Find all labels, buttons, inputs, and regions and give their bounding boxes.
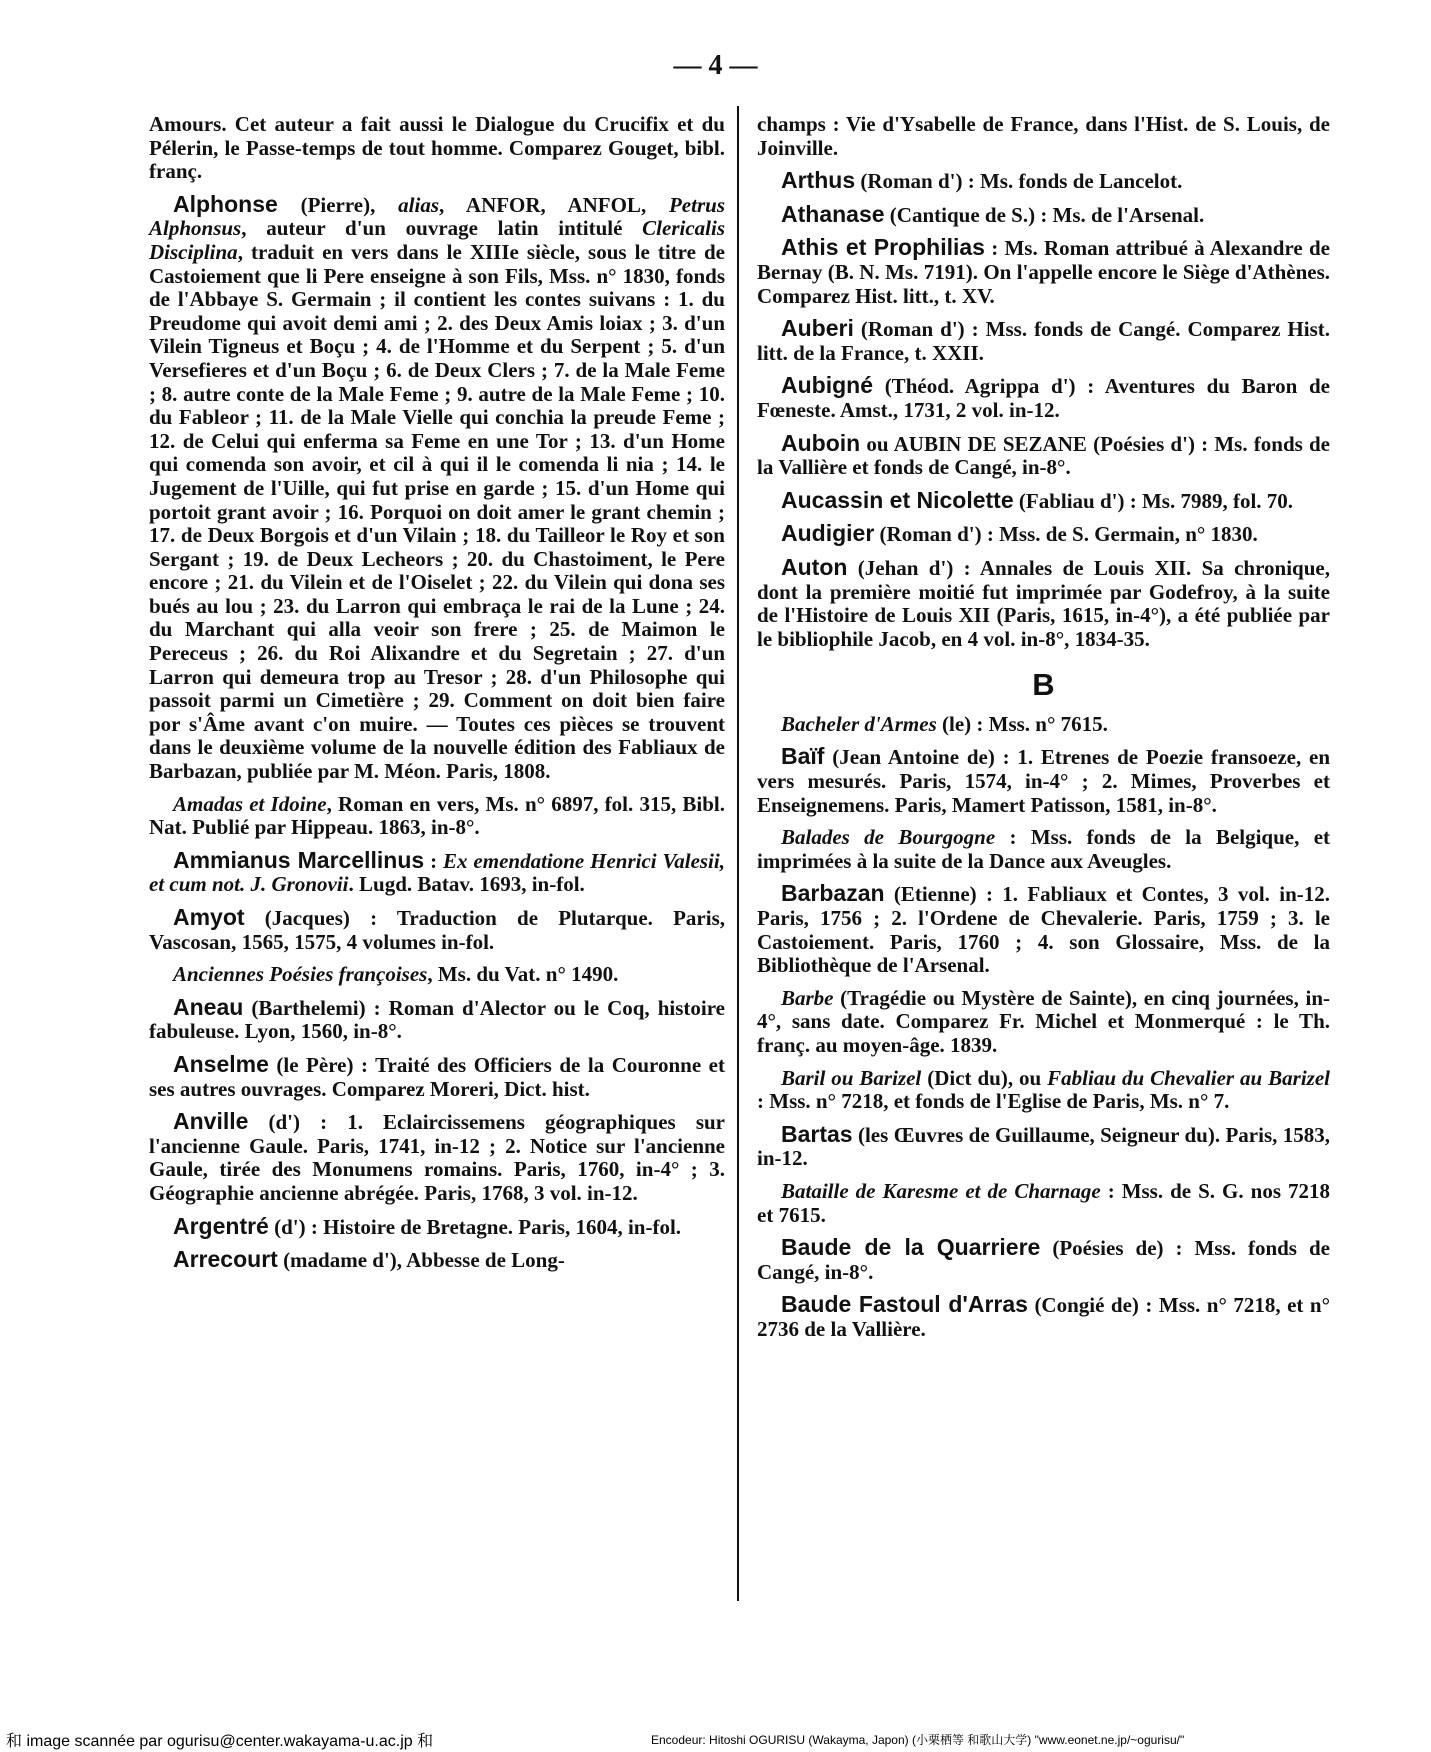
bibliography-entry: [757, 826, 1330, 873]
entry-title-italic: Petrus Alphonsus: [149, 192, 725, 241]
entry-text: (Jehan d') : Annales de Louis XII. Sa chronique, dont la première moitié fut imprimée par Godefroy, à la suite de l'Histoire de Louis XII (Paris, 1615, in-4°), a été publiée par le bibliophile Jacob, en 4 vol. in-8°, 1834-35.: [757, 555, 1330, 651]
bibliography-entry: [149, 993, 725, 1044]
bibliography-entry: [757, 169, 1330, 194]
entry-text: , traduit en vers dans le XIIIe siècle, sous le titre de Castoiement que li Pere enseigne à son Fils, Mss. n° 1830, fonds de l'Abbaye S. Germain ; il contient les contes suivans : 1. du Preudome qui avoit demi ami ; 2. des Deux Amis loiax ; 3. d'un Vilein Tigneus et Boçu ; 4. de l'Homme et du Serpent ; 5. d'un Versefieres et d'un Boçu ; 6. de Deux Clers ; 7. de la Male Feme ; 8. autre conte de la Male Feme ; 9. autre de la Male Feme ; 10. du Fableor ; 11. de la Male Vielle qui conchia la preude Feme ; 12. de Celui qui enferma sa Feme en une Tor ; 13. d'un Home qui comenda son avoir, et cil à qui il le comenda li nia ; 14. le Jugement de l'Uille, qui fut prise en garde ; 15. d'un Home qui portoit grant avoir ; 16. Porquoi on doit amer le grant chemin ; 17. de Deux Borgois et d'un Vilain ; 18. du Tailleor le Roy et son Sergant ; 19. de Deux Lecheors ; 20. du Chastoiment, le Pere encore ; 21. du Vilein et de l'Oiselet ; 22. du Vilein qui dona ses bués au lou ; 23. du Larron qui embraça le rai de la Lune ; 24. du Marchant qui alla veoir son frere ; 25. de Maimon le Pereceus ; 26. du Roi Alixandre et du Segretain ; 27. d'un Larron qui demeura trop au Tresor ; 28. d'un Philosophe qui passoit parmi un Cimetière ; 29. Comment on doit bien faire por s'Âme avant c'on muire. — Toutes ces pièces se trouvent dans le deuxième volume de la nouvelle édition des Fabliaux de Barbazan, publiée par M. Méon. Paris, 1808.: [149, 239, 725, 784]
bibliography-entry: [149, 1212, 725, 1240]
bibliography-entry: [149, 846, 725, 897]
entry-text: (les Œuvres de Guillaume, Seigneur du). Paris, 1583, in-12.: [757, 1122, 1330, 1171]
entry-headword: Barbazan: [781, 880, 885, 907]
bibliography-entry: [757, 1293, 1330, 1341]
entry-headword: Auberi: [781, 315, 854, 342]
bibliography-entry: [757, 987, 1330, 1058]
bibliography-entry: [149, 906, 725, 954]
right-column-a-entries: [757, 113, 1330, 651]
bibliography-entry: [757, 374, 1330, 422]
entry-text: (Roman d') : Mss. de S. Germain, n° 1830.: [874, 522, 1258, 547]
entry-headword: Baude Fastoul d'Arras: [781, 1291, 1028, 1318]
bibliography-entry: [149, 1110, 725, 1205]
bibliography-entry: [757, 713, 1330, 737]
page-number: — 4 —: [673, 50, 758, 81]
entry-text: (Etienne) : 1. Fabliaux et Contes, 3 vol. in-12. Paris, 1756 ; 2. l'Ordene de Chevalerie. Paris, 1759 ; 3. le Castoiement. Paris, 1760 ; 4. son Glossaire, Mss. de la Bibliothèque de l'Arsenal.: [757, 882, 1330, 978]
bibliography-entry: [149, 793, 725, 840]
section-letter: B: [1032, 667, 1055, 703]
entry-title-italic: Baril ou Barizel: [781, 1065, 922, 1090]
entry-text: , ANFOR, ANFOL,: [439, 192, 669, 217]
entry-text: (Roman d') : Ms. fonds de Lancelot.: [855, 169, 1183, 194]
entry-headword: Argentré: [173, 1212, 269, 1239]
entry-text: , Roman en vers, Ms. n° 6897, fol. 315, Bibl. Nat. Publié par Hippeau. 1863, in-8°.: [149, 791, 725, 840]
bibliography-entry: [757, 882, 1330, 977]
entry-title-italic: Amadas et Idoine: [173, 791, 327, 816]
right-column: [757, 113, 1330, 1351]
bibliography-entry: [757, 236, 1330, 308]
entry-headword: Arthus: [781, 167, 856, 194]
entry-text: (le Père) : Traité des Officiers de la Couronne et ses autres ouvrages. Comparez Moreri, Dict. hist.: [149, 1052, 725, 1101]
column-divider: [737, 106, 739, 1601]
bibliography-entry: [757, 486, 1330, 514]
entry-text: : Mss. fonds de la Belgique, et imprimées à la suite de la Dance aux Aveugles.: [757, 825, 1331, 873]
bibliography-entry: [757, 113, 1330, 160]
entry-title-italic: Fabliau du Chevalier au Barizel: [1047, 1065, 1330, 1090]
bibliography-entry: [757, 522, 1330, 547]
entry-text: (Tragédie ou Mystère de Sainte), en cinq journées, in-4°, sans date. Comparez Fr. Michel et Monmerqué : le Th. franç. au moyen-âge. 1839.: [757, 985, 1330, 1057]
entry-headword: Anselme: [173, 1050, 269, 1077]
bibliography-entry: [149, 963, 725, 987]
entry-text: (Roman d') : Mss. fonds de Cangé. Comparez Hist. litt. de la France, t. XXII.: [757, 317, 1330, 365]
entry-title-italic: alias: [398, 192, 440, 217]
entry-title-italic: Clericalis Disciplina: [149, 216, 725, 264]
bibliography-entry: [757, 745, 1330, 817]
entry-text: (Dict du), ou: [921, 1065, 1048, 1090]
entry-text: (madame d'), Abbesse de Long-: [277, 1248, 565, 1273]
entry-text: (Cantique de S.) : Ms. de l'Arsenal.: [884, 202, 1205, 227]
entry-text: (d') : Histoire de Bretagne. Paris, 1604, in-fol.: [268, 1214, 682, 1239]
entry-text: , Ms. du Vat. n° 1490.: [427, 962, 619, 987]
encoder-credit: Encodeur: Hitoshi OGURISU (Wakayma, Japon) (小栗栖等 和歌山大学) "www.eonet.ne.jp/~ogurisu/": [651, 1733, 1185, 1747]
entry-text: (Jacques) : Traduction de Plutarque. Paris, Vascosan, 1565, 1575, 4 volumes in-fol.: [149, 906, 725, 954]
entry-text: : Mss. de S. G. nos 7218 et 7615.: [757, 1178, 1330, 1227]
bibliography-entry: [757, 200, 1330, 228]
entry-headword: Aubigné: [781, 372, 873, 399]
entry-text: (d') : 1. Eclaircissemens géographiques sur l'ancienne Gaule. Paris, 1741, in-12 ; 2. Notice sur l'ancienne Gaule, tirée des Monumens romains. Paris, 1760, in-4° ; 3. Géographie ancienne abrégée. Paris, 1768, 3 vol. in-12.: [149, 1110, 725, 1205]
entry-headword: Alphonse: [173, 190, 278, 217]
bibliography-entry: [757, 1180, 1330, 1227]
entry-text: :: [424, 848, 443, 873]
entry-title-italic: Barbe: [781, 985, 834, 1010]
entry-text: (Fabliau d') : Ms. 7989, fol. 70.: [1013, 488, 1294, 513]
entry-text: (Pierre),: [277, 192, 399, 217]
bibliography-entry: [757, 553, 1330, 651]
entry-text: (Congié de) : Mss. n° 7218, et n° 2736 de la Vallière.: [757, 1293, 1330, 1341]
entry-headword: Aucassin et Nicolette: [781, 486, 1014, 513]
entry-headword: Ammianus Marcellinus: [173, 846, 425, 873]
bibliography-entry: [149, 113, 725, 184]
entry-text: ou AUBIN DE SEZANE (Poésies d') : Ms. fonds de la Vallière et fonds de Cangé, in-8°.: [757, 431, 1330, 480]
entry-headword: Auton: [781, 553, 848, 580]
bibliography-entry: [757, 1120, 1330, 1171]
entry-title-italic: Bacheler d'Armes: [781, 711, 937, 736]
entry-headword: Athanase: [781, 200, 885, 227]
entry-text: (Poésies de) : Mss. fonds de Cangé, in-8°.: [757, 1236, 1330, 1284]
entry-headword: Arrecourt: [173, 1246, 278, 1273]
entry-text: : Mss. n° 7218, et fonds de l'Eglise de Paris, Ms. n° 7.: [757, 1089, 1230, 1114]
entry-headword: Anville: [173, 1108, 249, 1135]
bibliography-entry: [757, 317, 1330, 365]
entry-headword: Athis et Prophilias: [781, 234, 985, 261]
entry-text: . Lugd. Batav. 1693, in-fol.: [348, 872, 585, 897]
entry-headword: Baude de la Quarriere: [781, 1234, 1041, 1261]
entry-text: (Théod. Agrippa d') : Aventures du Baron de Fœneste. Amst., 1731, 2 vol. in-12.: [757, 374, 1330, 422]
entry-headword: Auboin: [781, 429, 861, 456]
right-column-b-entries: [757, 713, 1330, 1342]
entry-headword: Bartas: [781, 1120, 853, 1147]
entry-text: (le) : Mss. n° 7615.: [936, 711, 1108, 736]
entry-title-italic: Bataille de Karesme et de Charnage: [781, 1178, 1101, 1203]
entry-title-italic: Anciennes Poésies françoises: [173, 962, 428, 987]
scan-note: 和 image scannée par ogurisu@center.wakayama-u.ac.jp 和: [6, 1733, 434, 1750]
entry-title-italic: Balades de Bourgogne: [781, 825, 996, 850]
entry-text: : Ms. Roman attribué à Alexandre de Bernay (B. N. Ms. 7191). On l'appelle encore le Siège d'Athènes. Comparez Hist. litt., t. XV.: [757, 236, 1330, 308]
entry-text: Amours. Cet auteur a fait aussi le Dialogue du Crucifix et du Pélerin, le Passe-temps de tout homme. Comparez Gouget, bibl. franç.: [149, 112, 725, 184]
entry-text: (Barthelemi) : Roman d'Alector ou le Coq, histoire fabuleuse. Lyon, 1560, in-8°.: [149, 995, 725, 1044]
bibliography-entry: [149, 1248, 725, 1273]
entry-text: , auteur d'un ouvrage latin intitulé: [241, 216, 643, 241]
bibliography-entry: [757, 1067, 1330, 1114]
entry-text: (Jean Antoine de) : 1. Etrenes de Poezie fransoeze, en vers mesurés. Paris, 1574, in-4° ; 2. Mimes, Proverbes et Enseignemens. Paris, Mamert Patisson, 1581, in-8°.: [757, 745, 1330, 817]
bibliography-entry: [757, 1236, 1330, 1284]
entry-headword: Baïf: [781, 743, 825, 770]
entry-title-italic: Ex emendatione Henrici Valesii, et cum not. J. Gronovii: [149, 848, 725, 897]
bibliography-entry: [149, 1050, 725, 1101]
entry-headword: Aneau: [173, 993, 244, 1020]
left-column: [149, 113, 725, 1282]
entry-headword: Amyot: [173, 904, 245, 930]
entry-headword: Audigier: [781, 520, 875, 547]
entry-text: champs : Vie d'Ysabelle de France, dans l'Hist. de S. Louis, de Joinville.: [757, 112, 1330, 160]
bibliography-entry: [757, 429, 1330, 480]
bibliography-entry: [149, 190, 725, 784]
